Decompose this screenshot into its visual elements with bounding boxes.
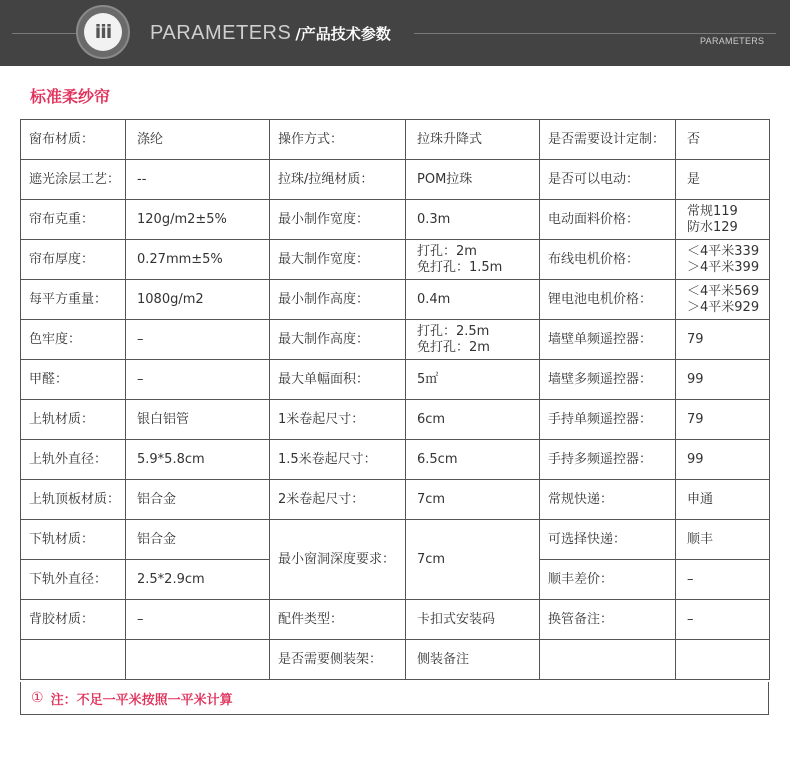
param-value: – xyxy=(126,320,270,360)
param-label: 操作方式： xyxy=(270,120,406,160)
param-label: 遮光涂层工艺： xyxy=(21,160,126,200)
table-row xyxy=(21,440,770,480)
footnote xyxy=(20,682,769,715)
banner-title-cn: /产品技术参数 xyxy=(295,25,391,43)
param-value: – xyxy=(126,600,270,640)
param-value: 0.27mm±5% xyxy=(126,240,270,280)
param-value: – xyxy=(676,600,770,640)
param-label: 最小制作宽度： xyxy=(270,200,406,240)
param-value: 铝合金 xyxy=(126,480,270,520)
param-label: 最小制作高度： xyxy=(270,280,406,320)
param-label: 顺丰差价： xyxy=(540,560,676,600)
param-value: 是 xyxy=(676,160,770,200)
param-label: 2米卷起尺寸： xyxy=(270,480,406,520)
param-value xyxy=(676,640,770,680)
table-row xyxy=(21,200,770,240)
param-label: 是否可以电动： xyxy=(540,160,676,200)
param-value: 99 xyxy=(676,360,770,400)
param-value: 5.9*5.8cm xyxy=(126,440,270,480)
param-value: 7cm xyxy=(406,480,540,520)
param-value: 79 xyxy=(676,400,770,440)
banner-divider-left xyxy=(12,33,76,34)
param-label: 上轨材质： xyxy=(21,400,126,440)
param-label: 最大单幅面积： xyxy=(270,360,406,400)
parameters-table-body xyxy=(21,120,770,680)
param-label xyxy=(540,640,676,680)
banner-divider-right xyxy=(414,33,776,34)
table-row xyxy=(21,400,770,440)
param-label: 背胶材质： xyxy=(21,600,126,640)
param-value: 0.3m xyxy=(406,200,540,240)
param-label: 电动面料价格： xyxy=(540,200,676,240)
param-label: 下轨外直径： xyxy=(21,560,126,600)
info-circle-icon: ① xyxy=(31,690,44,706)
param-label: 可选择快递： xyxy=(540,520,676,560)
param-label: 手持多频遥控器： xyxy=(540,440,676,480)
param-value: 6.5cm xyxy=(406,440,540,480)
table-row xyxy=(21,240,770,280)
param-value xyxy=(126,640,270,680)
param-label: 帘布厚度： xyxy=(21,240,126,280)
param-value: – xyxy=(126,360,270,400)
param-label: 拉珠/拉绳材质： xyxy=(270,160,406,200)
param-label: 帘布克重： xyxy=(21,200,126,240)
param-label: 最大制作高度： xyxy=(270,320,406,360)
param-value: -- xyxy=(126,160,270,200)
table-row xyxy=(21,600,770,640)
param-label: 布线电机价格： xyxy=(540,240,676,280)
param-value: 99 xyxy=(676,440,770,480)
param-label: 锂电池电机价格： xyxy=(540,280,676,320)
param-value: 铝合金 xyxy=(126,520,270,560)
param-value: ＜4平米339 ＞4平米399 xyxy=(676,240,770,280)
param-label: 手持单频遥控器： xyxy=(540,400,676,440)
param-label: 下轨材质： xyxy=(21,520,126,560)
param-value: 顺丰 xyxy=(676,520,770,560)
param-value: ＜4平米569 ＞4平米929 xyxy=(676,280,770,320)
banner-small-label: PARAMETERS xyxy=(700,36,765,46)
footnote-text: 注：不足一平米按照一平米计算 xyxy=(50,692,233,708)
table-row xyxy=(21,120,770,160)
param-value: 常规119 防水129 xyxy=(676,200,770,240)
banner-title xyxy=(150,20,391,46)
table-row xyxy=(21,640,770,680)
param-label: 换管备注： xyxy=(540,600,676,640)
badge-icon xyxy=(76,5,130,59)
param-label: 1米卷起尺寸： xyxy=(270,400,406,440)
param-value: 银白铝管 xyxy=(126,400,270,440)
param-value: 申通 xyxy=(676,480,770,520)
param-value: 6cm xyxy=(406,400,540,440)
header-banner xyxy=(0,0,790,66)
param-label: 常规快递： xyxy=(540,480,676,520)
table-row xyxy=(21,320,770,360)
param-value: 拉珠升降式 xyxy=(406,120,540,160)
param-label: 1.5米卷起尺寸： xyxy=(270,440,406,480)
param-value: 79 xyxy=(676,320,770,360)
param-label: 是否需要设计定制： xyxy=(540,120,676,160)
param-value: 2.5*2.9cm xyxy=(126,560,270,600)
param-label: 色牢度： xyxy=(21,320,126,360)
param-label: 每平方重量： xyxy=(21,280,126,320)
param-value: 涤纶 xyxy=(126,120,270,160)
param-value: 卡扣式安装码 xyxy=(406,600,540,640)
table-row xyxy=(21,160,770,200)
param-label: 甲醛： xyxy=(21,360,126,400)
param-value: POM拉珠 xyxy=(406,160,540,200)
param-value: 5㎡ xyxy=(406,360,540,400)
param-value: 7cm xyxy=(406,520,540,600)
table-row xyxy=(21,520,770,560)
parameters-table xyxy=(20,119,770,680)
badge-text: iii xyxy=(94,21,112,43)
param-value: 否 xyxy=(676,120,770,160)
param-label: 上轨顶板材质： xyxy=(21,480,126,520)
param-label: 是否需要侧装架： xyxy=(270,640,406,680)
table-row xyxy=(21,480,770,520)
param-label: 配件类型： xyxy=(270,600,406,640)
param-value: 打孔：2.5m 免打孔：2m xyxy=(406,320,540,360)
param-label xyxy=(21,640,126,680)
param-value: 1080g/m2 xyxy=(126,280,270,320)
param-label: 墙壁单频遥控器： xyxy=(540,320,676,360)
param-value: 0.4m xyxy=(406,280,540,320)
table-row xyxy=(21,280,770,320)
param-label: 窗布材质： xyxy=(21,120,126,160)
banner-title-en: PARAMETERS xyxy=(150,22,292,44)
section-title: 标准柔纱帘 xyxy=(30,87,111,106)
param-label: 墙壁多频遥控器： xyxy=(540,360,676,400)
param-value: 侧装备注 xyxy=(406,640,540,680)
param-label: 最小窗洞深度要求： xyxy=(270,520,406,600)
param-value: – xyxy=(676,560,770,600)
table-row xyxy=(21,360,770,400)
param-label: 上轨外直径： xyxy=(21,440,126,480)
param-label: 最大制作宽度： xyxy=(270,240,406,280)
param-value: 打孔：2m 免打孔：1.5m xyxy=(406,240,540,280)
param-value: 120g/m2±5% xyxy=(126,200,270,240)
badge-inner xyxy=(84,13,122,51)
